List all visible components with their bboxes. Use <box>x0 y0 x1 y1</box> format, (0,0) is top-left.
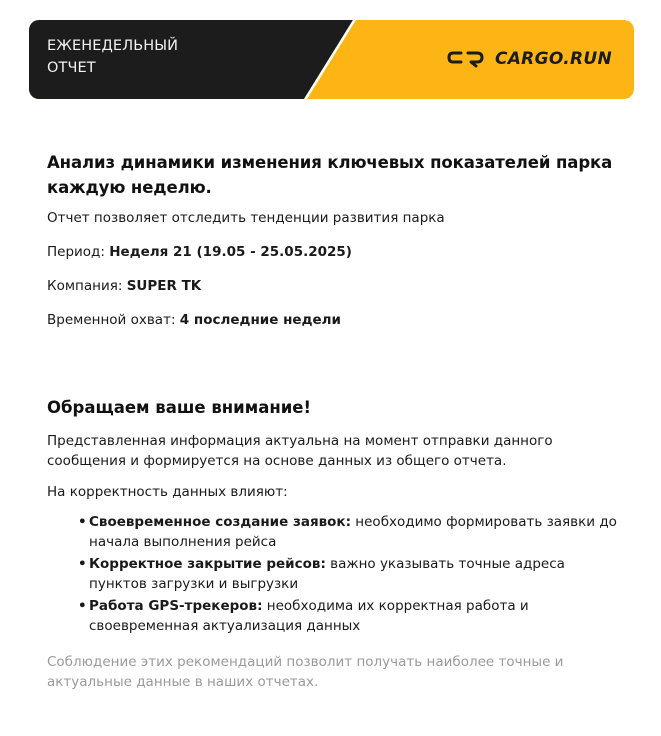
cargo-run-logo <box>447 47 612 71</box>
list-item <box>78 596 622 636</box>
bullet-icon: • <box>78 556 87 572</box>
list-item-title: Своевременное создание заявок: <box>89 514 351 530</box>
bullet-icon: • <box>78 598 87 614</box>
factors-intro: На корректность данных влияют: <box>47 484 288 500</box>
period-line <box>47 242 622 262</box>
notice-heading: Обращаем ваше внимание! <box>47 398 312 417</box>
list-item <box>78 554 622 594</box>
notice-section <box>47 396 622 692</box>
company-line <box>47 276 622 296</box>
list-item-text: необходима их корректная работа и своевременная актуализация данных <box>89 598 529 634</box>
factors-list <box>47 512 622 636</box>
company-value: SUPER TK <box>126 278 202 294</box>
list-item-text: важно указывать точные адреса пунктов загрузки и выгрузки <box>89 556 565 592</box>
list-item-text: необходимо формировать заявки до начала выполнения рейса <box>89 514 617 550</box>
period-value: Неделя 21 (19.05 - 25.05.2025) <box>109 244 352 260</box>
list-item <box>78 512 622 552</box>
footer-note: Соблюдение этих рекомендаций позволит получать наиболее точные и актуальные данные в наших отчетах. <box>47 654 564 690</box>
coverage-line <box>47 310 622 330</box>
banner-title-line2: ОТЧЕТ <box>47 60 96 76</box>
bullet-icon: • <box>78 514 87 530</box>
list-item-title: Корректное закрытие рейсов: <box>89 556 326 572</box>
report-intro: Отчет позволяет отследить тенденции развития парка <box>47 210 445 226</box>
company-label: Компания: <box>47 278 123 294</box>
banner-title-line1: ЕЖЕНЕДЕЛЬНЫЙ <box>47 38 179 54</box>
notice-lead: Представленная информация актуальна на момент отправки данного сообщения и формируется на основе данных из общего отчета. <box>47 433 553 469</box>
report-banner <box>29 20 634 99</box>
report-summary <box>47 150 622 330</box>
banner-title <box>47 35 178 79</box>
coverage-label: Временной охват: <box>47 312 176 328</box>
list-item-title: Работа GPS-трекеров: <box>89 598 263 614</box>
period-label: Период: <box>47 244 105 260</box>
report-heading: Анализ динамики изменения ключевых показателей парка каждую неделю. <box>47 153 613 197</box>
logo-text: CARGO.RUN <box>494 49 612 69</box>
coverage-value: 4 последние недели <box>179 312 341 328</box>
cargo-run-logo-icon <box>447 50 485 68</box>
